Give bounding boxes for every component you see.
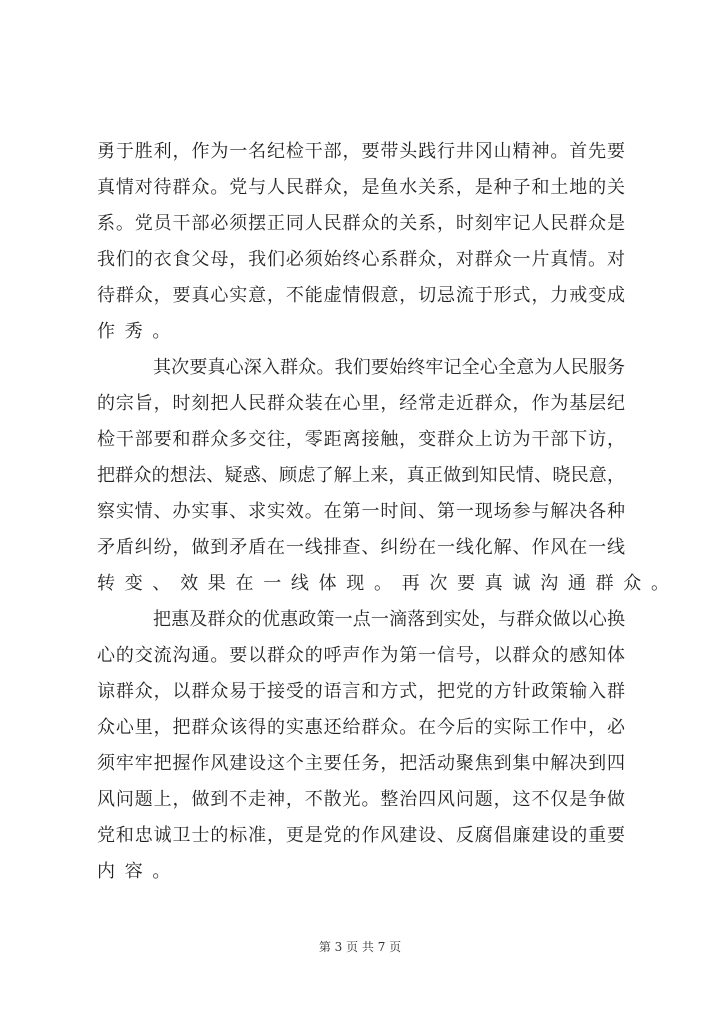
page-number-footer: 第 3 页 共 7 页 — [318, 940, 402, 954]
text-line: 谅群众，以群众易于接受的语言和方式，把党的方针政策输入群 — [97, 681, 625, 702]
text-line: 其次要真心深入群众。我们要始终牢记全心全意为人民服务 — [153, 357, 625, 378]
text-line: 作秀。 — [97, 321, 181, 342]
text-line: 心的交流沟通。要以群众的呼声作为第一信号，以群众的感知体 — [97, 645, 625, 666]
text-line: 转变、效果在一线体现。再次要真诚沟通群众。 — [97, 573, 679, 594]
text-line: 真情对待群众。党与人民群众，是鱼水关系，是种子和土地的关 — [97, 177, 625, 198]
text-line: 把惠及群众的优惠政策一点一滴落到实处，与群众做以心换 — [153, 609, 625, 630]
document-body — [97, 138, 679, 894]
text-line: 我们的衣食父母，我们必须始终心系群众，对群众一片真情。对 — [97, 249, 625, 270]
paragraph-2 — [97, 354, 679, 606]
paragraph-3 — [97, 606, 625, 894]
text-line: 风问题上，做到不走神，不散光。整治四风问题，这不仅是争做 — [97, 789, 625, 810]
text-line: 把群众的想法、疑惑、顾虑了解上来，真正做到知民情、晓民意， — [97, 465, 625, 486]
text-line: 待群众，要真心实意，不能虚情假意，切忌流于形式，力戒变成 — [97, 285, 625, 306]
text-line: 矛盾纠纷，做到矛盾在一线排查、纠纷在一线化解、作风在一线 — [97, 537, 625, 558]
text-line: 内容。 — [97, 861, 181, 882]
text-line: 须牢牢把握作风建设这个主要任务，把活动聚焦到集中解决到四 — [97, 753, 625, 774]
text-line: 众心里，把群众该得的实惠还给群众。在今后的实际工作中，必 — [97, 717, 625, 738]
text-line: 察实情、办实事、求实效。在第一时间、第一现场参与解决各种 — [97, 501, 625, 522]
text-line: 勇于胜利，作为一名纪检干部，要带头践行井冈山精神。首先要 — [97, 141, 625, 162]
text-line: 系。党员干部必须摆正同人民群众的关系，时刻牢记人民群众是 — [97, 213, 625, 234]
text-line: 的宗旨，时刻把人民群众装在心里，经常走近群众，作为基层纪 — [97, 393, 625, 414]
paragraph-1 — [97, 138, 625, 354]
text-line: 检干部要和群众多交往，零距离接触，变群众上访为干部下访， — [97, 429, 625, 450]
text-line: 党和忠诚卫士的标准，更是党的作风建设、反腐倡廉建设的重要 — [97, 825, 625, 846]
